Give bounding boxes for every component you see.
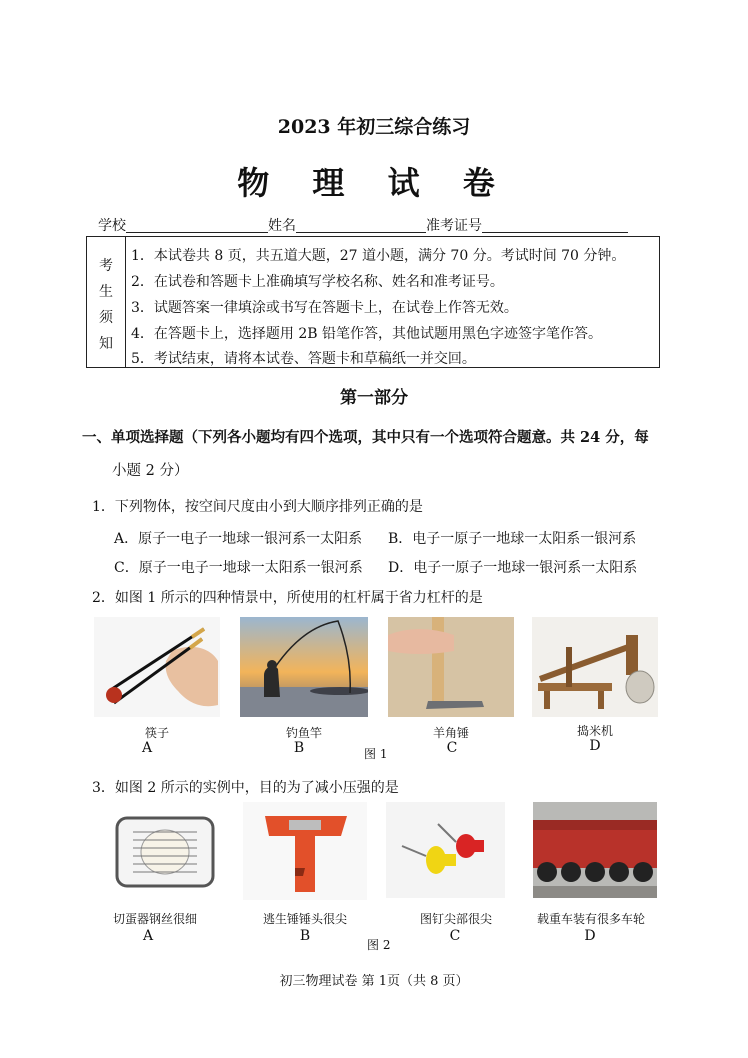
- q1-stem: 1．下列物体，按空间尺度由小到大顺序排列正确的是: [92, 499, 423, 515]
- notice-item: 1．本试卷共 8 页，共五道大题，27 道小题，满分 70 分。考试时间 70 分钟。: [131, 248, 626, 264]
- page-footer: 初三物理试卷 第 1页（共 8 页）: [279, 974, 469, 989]
- section-heading-cont: 小题 2 分）: [112, 463, 189, 479]
- school-field[interactable]: [126, 218, 268, 233]
- q2-stem: 2．如图 1 所示的四种情景中，所使用的杠杆属于省力杠杆的是: [92, 590, 483, 606]
- notice-item: 4．在答题卡上，选择题用 2B 铅笔作答，其他试题用黑色字迹签字笔作答。: [131, 326, 603, 342]
- q3-stem: 3．如图 2 所示的实例中，目的为了减小压强的是: [92, 780, 399, 796]
- chopsticks-icon: [94, 617, 220, 717]
- figure-1-label: 图 1: [364, 747, 388, 761]
- student-info-fields: [98, 215, 628, 235]
- escape-hammer-icon: [243, 802, 367, 900]
- q2-option-d[interactable]: D: [589, 738, 601, 754]
- notice-item: 5．考试结束，请将本试卷、答题卡和草稿纸一并交回。: [131, 351, 476, 367]
- exam-notice-box: [86, 236, 660, 368]
- notice-item: 3．试题答案一律填涂或书写在答题卡上，在试卷上作答无效。: [131, 300, 518, 316]
- name-label: 姓名: [268, 218, 296, 234]
- fishing-rod-icon: [240, 617, 368, 717]
- q3-caption-c: 图钉尖部很尖: [419, 912, 492, 926]
- q3-caption-b: 逃生锤锤头很尖: [262, 912, 347, 926]
- notice-item: 2．在试卷和答题卡上准确填写学校名称、姓名和准考证号。: [131, 274, 504, 290]
- notice-label: 考 生 须 知: [87, 237, 126, 367]
- subject-title: 物 理 试 卷: [237, 164, 511, 202]
- school-label: 学校: [98, 218, 126, 234]
- q1-option-c[interactable]: C．原子一电子一地球一太阳系一银河系: [114, 560, 363, 576]
- q1-option-b[interactable]: B．电子一原子一地球一太阳系一银河系: [388, 531, 637, 547]
- q2-caption-c: 羊角锤: [432, 726, 469, 740]
- figure-2-label: 图 2: [367, 938, 391, 952]
- q2-option-b[interactable]: B: [293, 740, 305, 756]
- section-heading: 一、单项选择题（下列各小题均有四个选项，其中只有一个选项符合题意。共 24 分，每: [82, 429, 649, 446]
- q3-caption-d: 载重车装有很多车轮: [536, 912, 645, 926]
- q2-caption-a: 筷子: [144, 726, 169, 740]
- q2-caption-d: 捣米机: [576, 724, 613, 738]
- q3-option-d[interactable]: D: [584, 928, 596, 944]
- claw-hammer-icon: [388, 617, 514, 717]
- ticket-label: 准考证号: [426, 218, 482, 234]
- q3-option-b[interactable]: B: [299, 928, 311, 944]
- pushpin-icon: [386, 802, 505, 898]
- q1-option-d[interactable]: D．电子一原子一地球一银河系一太阳系: [388, 560, 638, 576]
- q3-option-a[interactable]: A: [142, 928, 154, 944]
- ticket-field[interactable]: [482, 218, 628, 233]
- q3-option-c[interactable]: C: [449, 928, 461, 944]
- q2-option-c[interactable]: C: [446, 740, 458, 756]
- q3-caption-a: 切蛋器钢丝很细: [112, 912, 197, 926]
- exam-title: 2023 年初三综合练习: [277, 116, 471, 138]
- part-title: 第一部分: [340, 388, 408, 408]
- rice-pounder-icon: [532, 617, 658, 717]
- name-field[interactable]: [296, 218, 426, 233]
- egg-slicer-icon: [103, 804, 227, 900]
- heavy-truck-icon: [533, 802, 657, 898]
- q2-caption-b: 钓鱼竿: [285, 726, 322, 740]
- q1-option-a[interactable]: A．原子一电子一地球一银河系一太阳系: [114, 531, 363, 547]
- q2-option-a[interactable]: A: [141, 740, 153, 756]
